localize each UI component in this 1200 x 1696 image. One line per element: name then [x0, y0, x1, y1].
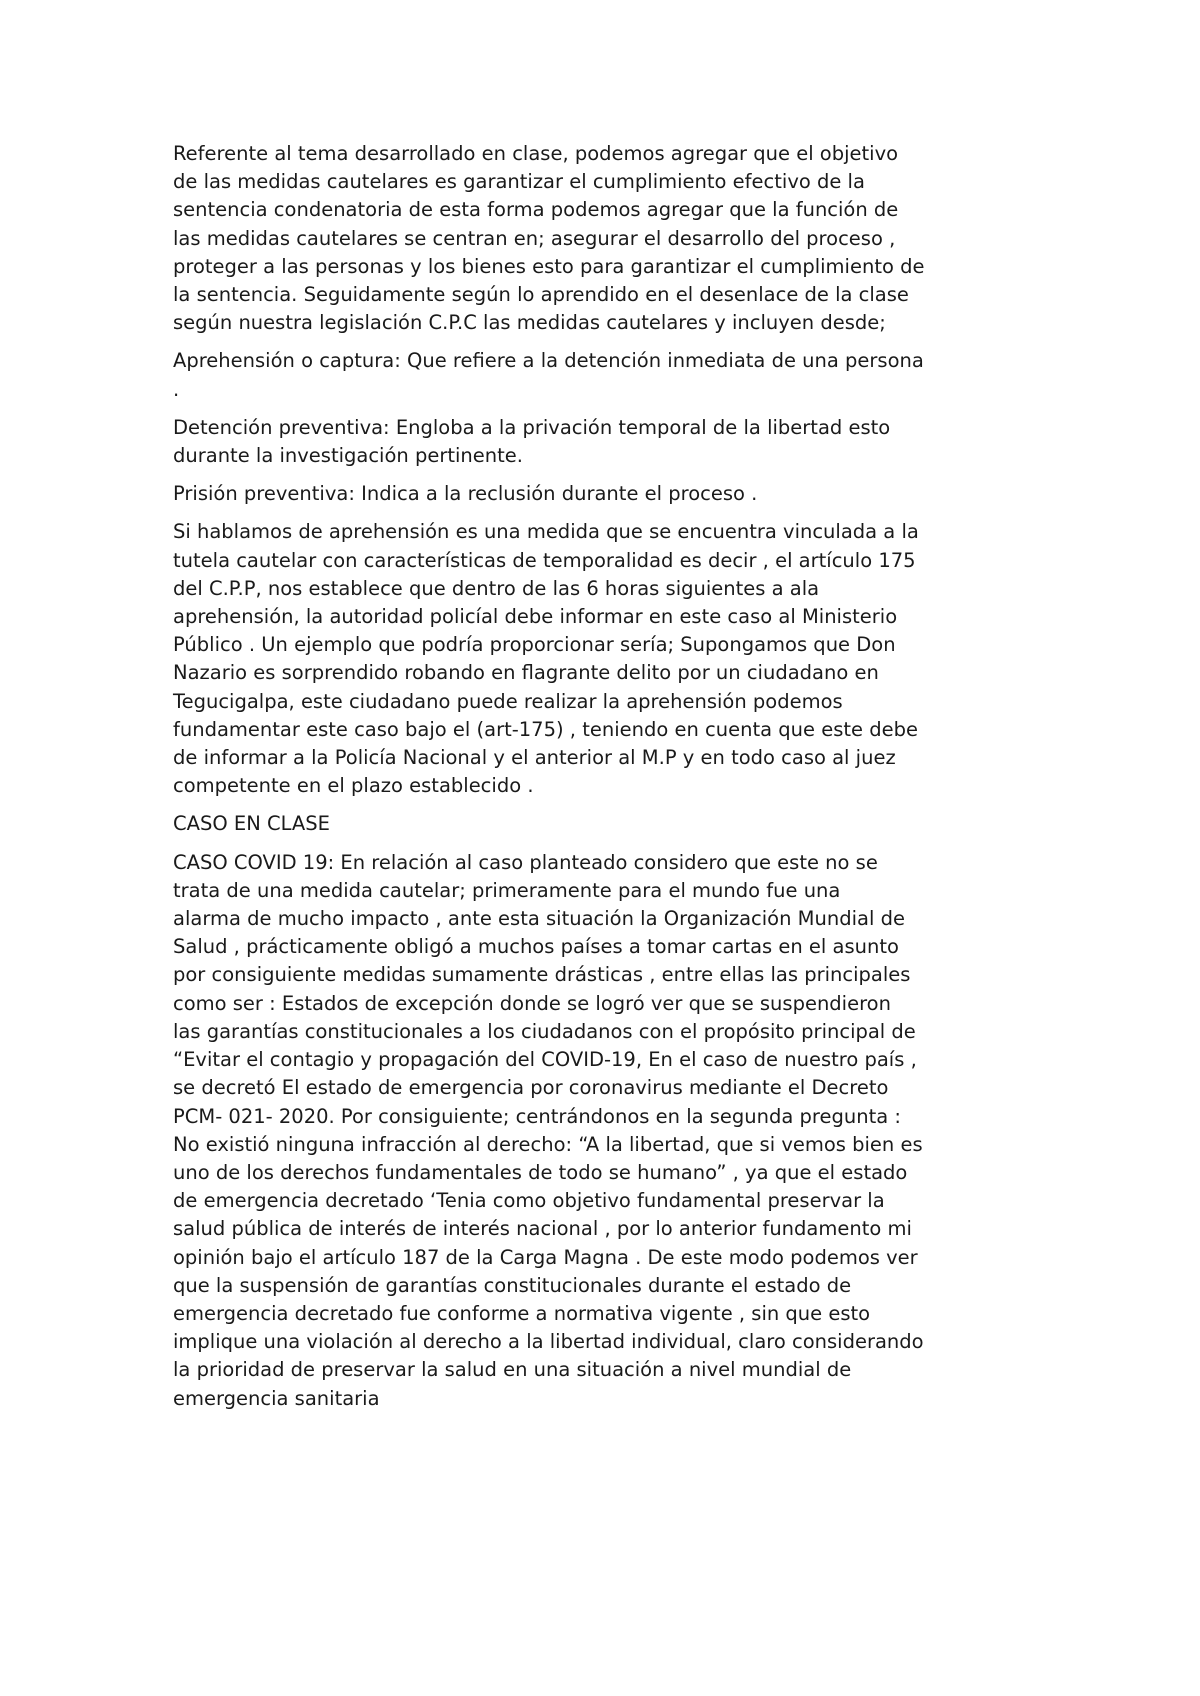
text-line: la prioridad de preservar la salud en una situación a nivel mundial de: [173, 1358, 852, 1382]
paragraph-intro: [173, 140, 1053, 337]
text-line: Público . Un ejemplo que podría proporcionar sería; Supongamos que Don: [173, 633, 896, 657]
text-line: CASO COVID 19: En relación al caso planteado considero que este no se: [173, 850, 878, 874]
text-line: de emergencia decretado ‘Tenia como objetivo fundamental preservar la: [173, 1189, 885, 1213]
text-line: Detención preventiva: Engloba a la privación temporal de la libertad esto: [173, 415, 891, 439]
paragraph-caso-en-clase: [173, 810, 1053, 838]
text-line: las garantías constitucionales a los ciudadanos con el propósito principal de: [173, 1019, 916, 1043]
text-line: Aprehensión o captura: Que refiere a la detención inmediata de una persona: [173, 349, 924, 373]
text-line: de las medidas cautelares es garantizar el cumplimiento efectivo de la: [173, 170, 865, 194]
text-line: Nazario es sorprendido robando en flagrante delito por un ciudadano en: [173, 661, 879, 685]
text-line: Si hablamos de aprehensión es una medida que se encuentra vinculada a la: [173, 520, 919, 544]
text-line: se decretó El estado de emergencia por coronavirus mediante el Decreto: [173, 1076, 889, 1100]
text-line: durante la investigación pertinente.: [173, 444, 523, 468]
document-body: [173, 140, 1053, 1423]
text-line: tutela cautelar con características de temporalidad es decir , el artículo 175: [173, 548, 916, 572]
text-line: Tegucigalpa, este ciudadano puede realizar la aprehensión podemos: [173, 689, 843, 713]
text-line: la sentencia. Seguidamente según lo aprendido en el desenlace de la clase: [173, 283, 909, 307]
text-line: .: [173, 377, 180, 401]
text-line: implique una violación al derecho a la libertad individual, claro considerando: [173, 1330, 924, 1354]
text-line: según nuestra legislación C.P.C las medidas cautelares y incluyen desde;: [173, 311, 886, 335]
text-line: que la suspensión de garantías constitucionales durante el estado de: [173, 1273, 852, 1297]
text-line: Salud , prácticamente obligó a muchos países a tomar cartas en el asunto: [173, 935, 899, 959]
text-line: por consiguiente medidas sumamente drásticas , entre ellas las principales: [173, 963, 911, 987]
text-line: de informar a la Policía Nacional y el anterior al M.P y en todo caso al juez: [173, 746, 896, 770]
paragraph-si-hablamos: [173, 518, 1053, 800]
text-line: del C.P.P, nos establece que dentro de las 6 horas siguientes a ala: [173, 576, 820, 600]
text-line: alarma de mucho impacto , ante esta situación la Organización Mundial de: [173, 907, 905, 931]
section-heading: CASO EN CLASE: [173, 812, 330, 836]
text-line: las medidas cautelares se centran en; asegurar el desarrollo del proceso ,: [173, 226, 896, 250]
text-line: PCM- 021- 2020. Por consiguiente; centrándonos en la segunda pregunta :: [173, 1104, 901, 1128]
text-line: uno de los derechos fundamentales de todo se humano” , ya que el estado: [173, 1160, 908, 1184]
text-line: proteger a las personas y los bienes esto para garantizar el cumplimiento de: [173, 254, 925, 278]
text-line: opinión bajo el artículo 187 de la Carga Magna . De este modo podemos ver: [173, 1245, 918, 1269]
text-line: como ser : Estados de excepción donde se logró ver que se suspendieron: [173, 991, 891, 1015]
text-line: salud pública de interés de interés nacional , por lo anterior fundamento mi: [173, 1217, 912, 1241]
text-line: fundamentar este caso bajo el (art-175) , teniendo en cuenta que este debe: [173, 717, 918, 741]
paragraph-detencion: [173, 414, 1053, 470]
text-line: “Evitar el contagio y propagación del COVID-19, En el caso de nuestro país ,: [173, 1048, 917, 1072]
paragraph-caso-covid: [173, 849, 1053, 1413]
text-line: Prisión preventiva: Indica a la reclusión durante el proceso .: [173, 482, 758, 506]
text-line: competente en el plazo establecido .: [173, 774, 534, 798]
text-line: Referente al tema desarrollado en clase, podemos agregar que el objetivo: [173, 142, 899, 165]
text-line: emergencia decretado fue conforme a normativa vigente , sin que esto: [173, 1301, 871, 1325]
text-line: emergencia sanitaria: [173, 1386, 380, 1410]
text-line: aprehensión, la autoridad policíal debe informar en este caso al Ministerio: [173, 605, 898, 629]
paragraph-prision: [173, 480, 1053, 508]
text-line: trata de una medida cautelar; primeramente para el mundo fue una: [173, 878, 841, 902]
text-line: sentencia condenatoria de esta forma podemos agregar que la función de: [173, 198, 899, 222]
text-line: No existió ninguna infracción al derecho: “A la libertad, que si vemos bien es: [173, 1132, 923, 1156]
paragraph-aprehension: [173, 347, 1053, 403]
